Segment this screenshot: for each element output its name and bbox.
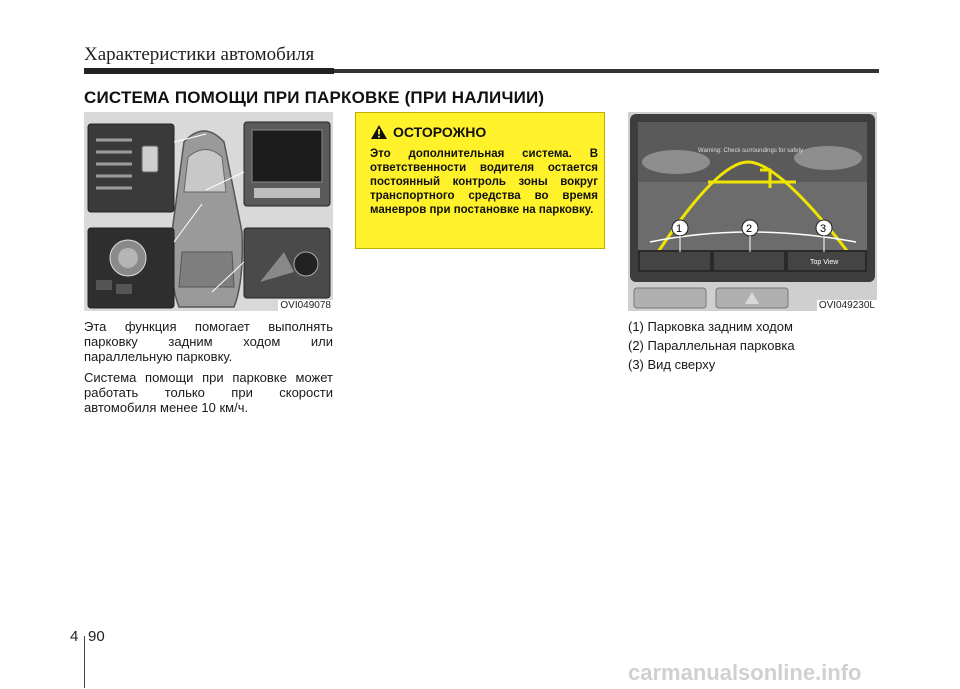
description-text [84,319,333,421]
list-item: (1) Парковка задним ходом [628,319,793,334]
chapter-title: Характеристики автомобиля [84,44,315,65]
top-view-label: Top View [810,259,839,266]
list-item: (3) Вид сверху [628,357,716,372]
callout-1: 1 [676,223,683,235]
watermark: carmanualsonline.info [628,660,862,685]
callout-3: 3 [820,223,827,235]
warning-text: Это дополнительная система. В ответственности водителя остается постоянный контроль зоны вокруг транспортного средства во время маневров при постановке на парковку. [370,148,598,216]
figure-code: OVI049230L [818,300,875,311]
section-number: 4 [70,628,79,645]
paragraph: Система помощи при парковке может работать только при скорости автомобиля менее 10 км/ч. [84,370,333,415]
warning-header [370,124,486,140]
list-item: (2) Параллельная парковка [628,338,795,353]
screen-banner: Warning: Check surroundings for safety [698,148,804,154]
paragraph: Эта функция помогает выполнять парковку задним ходом или параллельную парковку. [84,319,333,364]
warning-title: ОСТОРОЖНО [393,124,487,140]
parking-controls-illustration [84,112,333,311]
figure-parking-controls [84,112,333,311]
warning-triangle-icon [370,124,388,140]
footer-rule [84,636,85,688]
page-number: 90 [88,628,105,645]
figure-code: OVI049078 [280,300,331,311]
figure-camera-display [628,112,877,311]
camera-display-illustration [628,112,877,311]
warning-box [355,112,605,249]
feature-list [628,319,795,376]
callout-2: 2 [746,223,753,235]
header-rule [84,69,879,73]
section-title: СИСТЕМА ПОМОЩИ ПРИ ПАРКОВКЕ (ПРИ НАЛИЧИИ) [84,88,545,107]
